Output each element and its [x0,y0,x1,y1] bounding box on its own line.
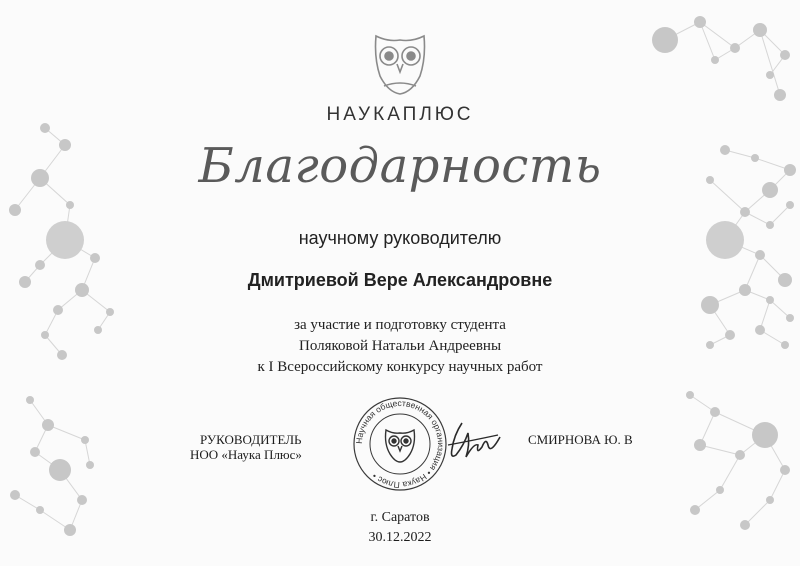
signatory-organization: НОО «Наука Плюс» [190,447,302,462]
brand-name: НАУКАПЛЮС [326,104,474,125]
recipient-name: Дмитриевой Вере Александровне [247,270,553,290]
signatory-role: РУКОВОДИТЕЛЬ [200,432,302,447]
organization-stamp [352,396,448,492]
city: г. Саратов [370,510,430,525]
signature [440,415,510,470]
svg-text:Научная общественная организац: Научная общественная организация • Наука Плюс • [353,397,447,491]
certificate-subtitle: научному руководителю [298,228,502,248]
signatory-name: СМИРНОВА Ю. В [528,432,633,447]
stamp-owl-icon [386,430,415,462]
body-line: за участие и подготовку студента [294,317,506,333]
body-line: к I Всероссийскому конкурсу научных работ [257,359,543,375]
issue-date: 30.12.2022 [368,530,432,545]
body-line: Поляковой Натальи Андреевны [298,338,502,354]
owl-logo-icon [368,28,432,98]
certificate-title: Благодарность [198,138,602,194]
